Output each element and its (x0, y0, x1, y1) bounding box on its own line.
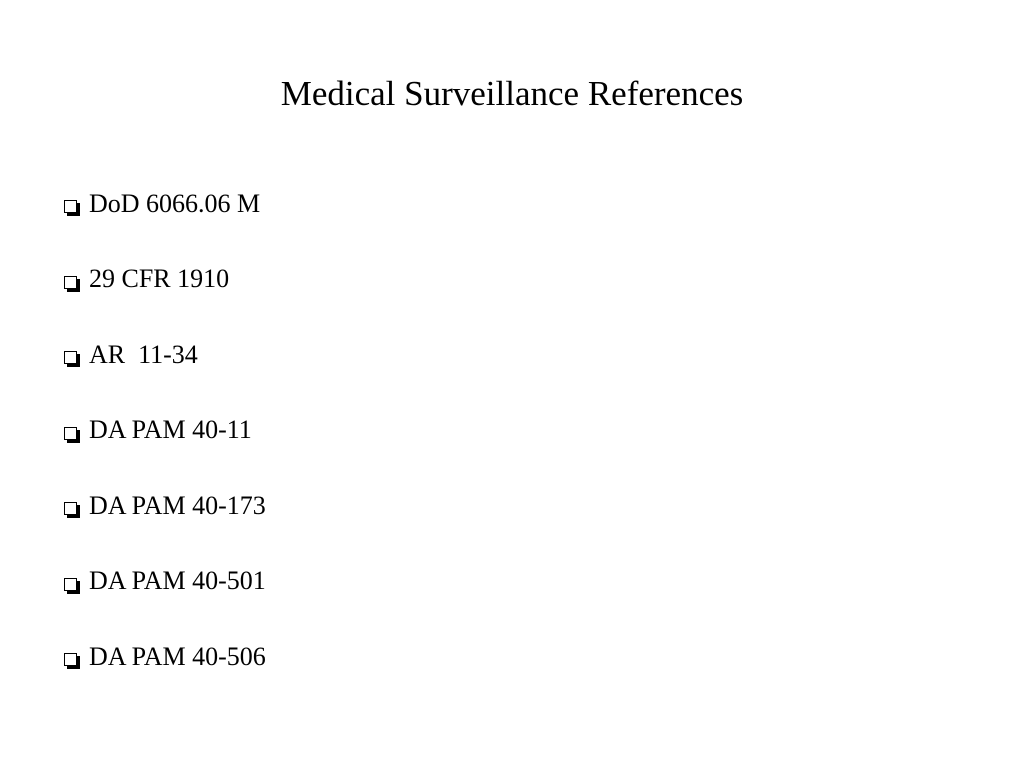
list-item (64, 327, 266, 403)
reference-list (64, 176, 266, 705)
checkbox-square-icon (64, 427, 81, 444)
reference-label: DA PAM 40-11 (89, 415, 252, 445)
slide-title: Medical Surveillance References (280, 74, 744, 113)
list-item (64, 176, 266, 252)
reference-label: DA PAM 40-173 (89, 490, 266, 520)
reference-label: 29 CFR 1910 (89, 264, 230, 294)
checkbox-square-icon (64, 578, 81, 595)
checkbox-square-icon (64, 653, 81, 670)
list-item (64, 478, 266, 554)
list-item (64, 554, 266, 630)
reference-label: DA PAM 40-506 (89, 641, 266, 671)
checkbox-square-icon (64, 200, 81, 217)
checkbox-square-icon (64, 351, 81, 368)
list-item (64, 629, 266, 705)
checkbox-square-icon (64, 502, 81, 519)
list-item (64, 403, 266, 479)
reference-label: DA PAM 40-501 (89, 566, 266, 596)
list-item (64, 252, 266, 328)
reference-label: AR 11-34 (89, 339, 198, 369)
reference-label: DoD 6066.06 M (89, 188, 261, 218)
checkbox-square-icon (64, 276, 81, 293)
